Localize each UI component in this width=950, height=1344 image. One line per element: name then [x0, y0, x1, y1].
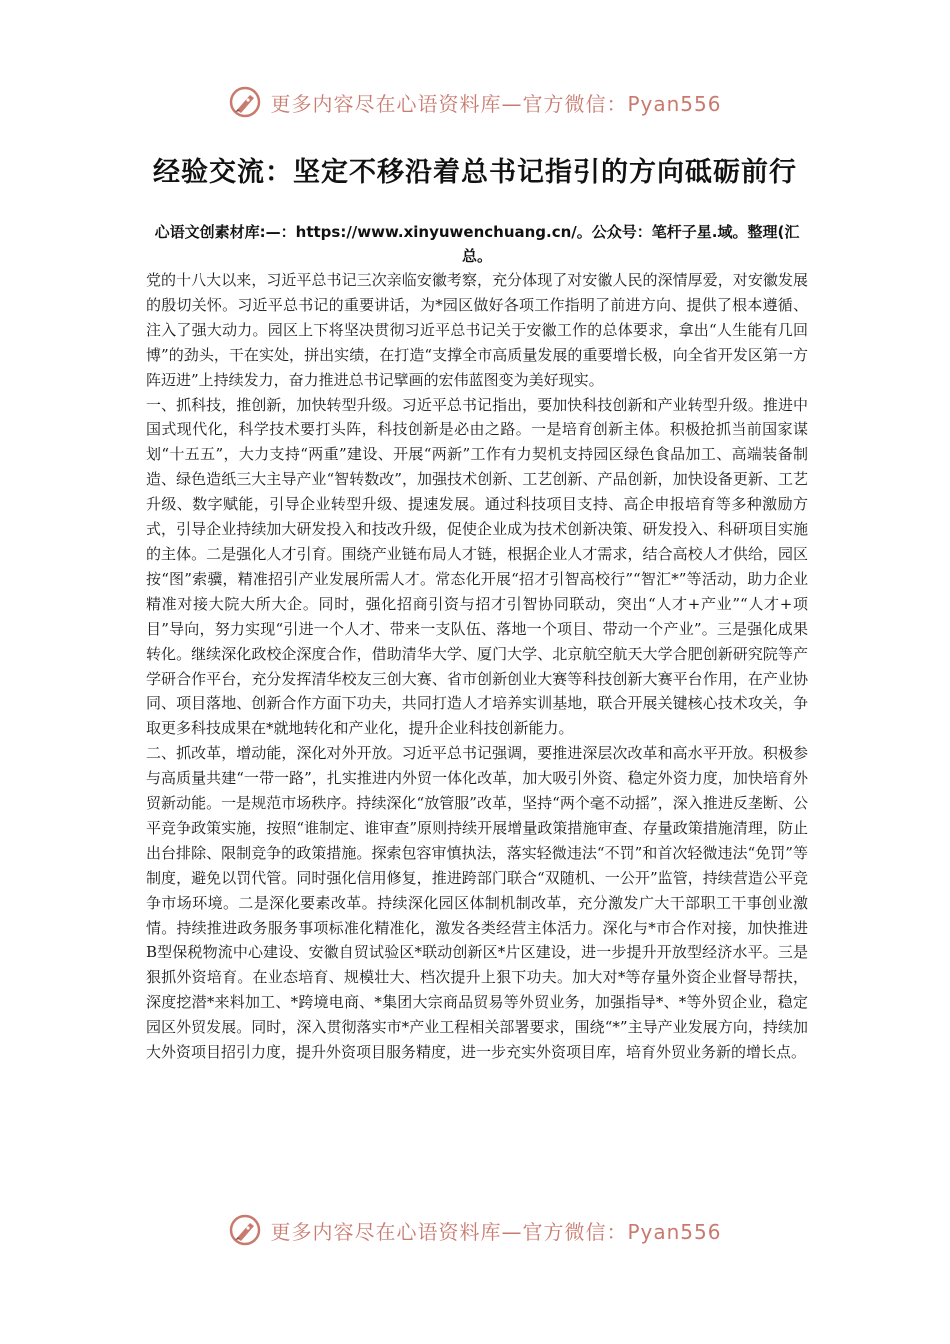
paragraph-intro: 党的十八大以来，习近平总书记三次亲临安徽考察，充分体现了对安徽人民的深情厚爱，对安徽发展的殷切关怀。习近平总书记的重要讲话，为*园区做好各项工作指明了前进方向、提供了根本遵循、注入了强大动力。园区上下将坚决贯彻习近平总书记关于安徽工作的总体要求，拿出“人生能有几回博”的劲头，干在实处，拼出实绩，在打造“支撑全市高质量发展的重要增长极，向全省开发区第一方阵迈进”上持续发力，奋力推进总书记擘画的宏伟蓝图变为美好现实。	[146, 271, 808, 389]
banner-text: 更多内容尽在心语资料库—官方微信：Pyan556	[270, 91, 722, 116]
paragraph-section-1: 一、抓科技，推创新，加快转型升级。习近平总书记指出，要加快科技创新和产业转型升级。推进中国式现代化，科学技术要打头阵，科技创新是必由之路。一是培育创新主体。积极抢抓当前国家谋划“十五五”，大力支持“两重”建设、开展“两新”工作有力契机支持园区绿色食品加工、高端装备制造、绿色造纸三大主导产业“智转数改”，加强技术创新、工艺创新、产品创新，加快设备更新、工艺升级、数字赋能，引导企业转型升级、提速发展。通过科技项目支持、高企申报培育等多种激励方式，引导企业持续加大研发投入和技改升级，促使企业成为技术创新决策、研发投入、科研项目实施的主体。二是强化人才引育。围绕产业链布局人才链，根据企业人才需求，结合高校人才供给，园区按“图”索骥，精准招引产业发展所需人才。常态化开展“招才引智高校行”“智汇*”等活动，助力企业精准对接大院大所大企。同时，强化招商引资与招才引智协同联动，突出“人才+产业”“人才+项目”导向，努力实现“引进一个人才、带来一支队伍、落地一个项目、带动一个产业”。三是强化成果转化。继续深化政校企深度合作，借助清华大学、厦门大学、北京航空航天大学合肥创新研究院等产学研合作平台，充分发挥清华校友三创大赛、省市创新创业大赛等科技创新大赛平台作用，在产业协同、项目落地、创新合作方面下功夫，共同打造人才培养实训基地，联合开展关键核心技术攻关，争取更多科技成果在*就地转化和产业化，提升企业科技创新能力。	[146, 395, 808, 738]
source-line: 心语文创素材库:—：https://www.xinyuwenchuang.cn/。公众号：笔杆子星.域。整理(汇总。	[154, 223, 800, 265]
footer-banner	[0, 1208, 950, 1252]
pen-nib-logo-icon	[228, 1213, 262, 1247]
pen-nib-logo-icon	[228, 85, 262, 119]
paragraph-section-2: 二、抓改革，增动能，深化对外开放。习近平总书记强调，要推进深层次改革和高水平开放。积极参与高质量共建“一带一路”，扎实推进内外贸一体化改革，加大吸引外资、稳定外资力度，加快培育外贸新动能。一是规范市场秩序。持续深化“放管服”改革，坚持“两个毫不动摇”，深入推进反垄断、公平竞争政策实施，按照“谁制定、谁审查”原则持续开展增量政策措施审查、存量政策措施清理，防止出台排除、限制竞争的政策措施。探索包容审慎执法，落实轻微违法“不罚”和首次轻微违法“免罚”等制度，避免以罚代管。同时强化信用修复，推进跨部门联合“双随机、一公开”监管，持续营造公平竞争市场环境。二是深化要素改革。持续深化园区体制机制改革，充分激发广大干部职工干事创业激情。持续推进政务服务事项标准化精准化，激发各类经营主体活力。深化与*市合作对接，加快推进B型保税物流中心建设、安徽自贸试验区*联动创新区*片区建设，进一步提升开放型经济水平。三是狠抓外资培育。在业态培育、规模壮大、档次提升上狠下功夫。加大对*等存量外资企业督导帮扶，深度挖潜*来料加工、*跨境电商、*集团大宗商品贸易等外贸业务，加强指导*、*等外贸企业，稳定园区外贸发展。同时，深入贯彻落实市*产业工程相关部署要求，围绕“*”主导产业发展方向，持续加大外资项目招引力度，提升外资项目服务精度，进一步充实外资项目库，培育外贸业务新的增长点。	[146, 744, 808, 1062]
header-banner	[0, 80, 950, 124]
banner-text: 更多内容尽在心语资料库—官方微信：Pyan556	[270, 1219, 722, 1244]
document-title: 经验交流：坚定不移沿着总书记指引的方向砥砺前行	[153, 157, 797, 188]
document-body	[146, 268, 808, 1065]
